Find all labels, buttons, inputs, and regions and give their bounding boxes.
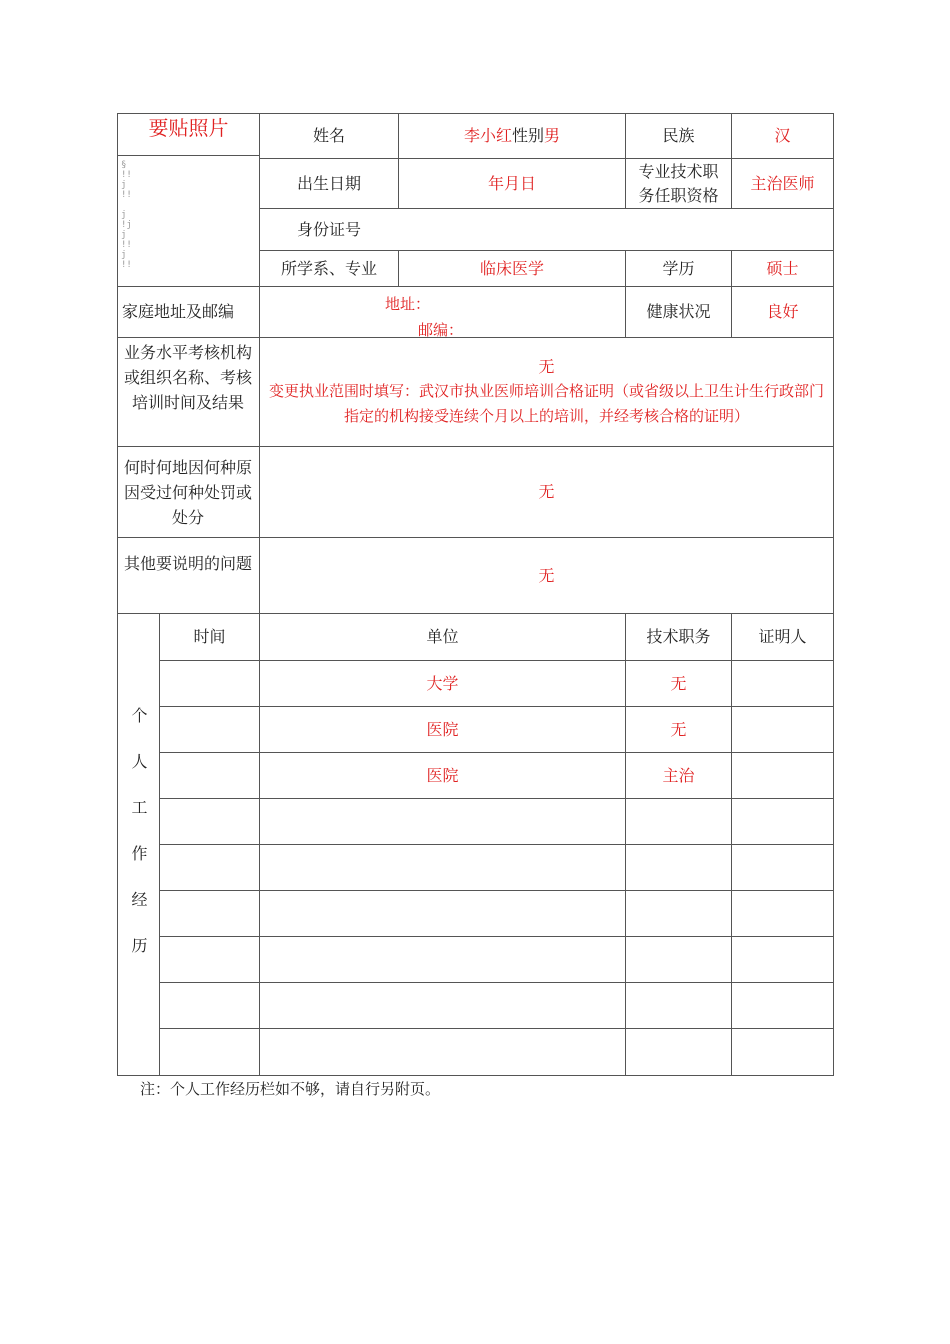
work-cell-unit[interactable] bbox=[260, 799, 625, 844]
work-cell-time[interactable] bbox=[160, 845, 259, 890]
major-value[interactable]: 临床医学 bbox=[479, 258, 544, 278]
work-cell-unit[interactable]: 医院 bbox=[426, 719, 459, 739]
work-cell-witness[interactable] bbox=[732, 799, 833, 844]
address-line: 地址： bbox=[385, 295, 431, 313]
work-cell-time[interactable] bbox=[160, 753, 259, 798]
ethnicity-value[interactable]: 汉 bbox=[774, 126, 791, 145]
postcode-line: 邮编： bbox=[418, 321, 464, 337]
name-label: 姓名 bbox=[312, 126, 345, 145]
work-header-witness: 证明人 bbox=[758, 627, 807, 646]
birth-date-label: 出生日期 bbox=[296, 173, 361, 193]
work-cell-witness[interactable] bbox=[732, 753, 833, 798]
title-qual-label: 专业技术职务任职资格 bbox=[638, 161, 719, 205]
health-label: 健康状况 bbox=[646, 302, 711, 321]
work-cell-witness[interactable] bbox=[732, 937, 833, 982]
education-value[interactable]: 硕士 bbox=[766, 258, 799, 278]
ethnicity-label: 民族 bbox=[662, 126, 695, 145]
work-cell-witness[interactable] bbox=[732, 845, 833, 890]
work-cell-position[interactable] bbox=[626, 983, 731, 1028]
punishment-value[interactable]: 无 bbox=[538, 482, 555, 501]
work-history-label: 个人工作经历 bbox=[129, 706, 148, 983]
work-cell-position[interactable]: 无 bbox=[670, 719, 687, 739]
photo-label: 要贴照片 bbox=[148, 116, 229, 140]
assessment-main: 无 bbox=[538, 357, 555, 376]
rule bbox=[117, 155, 259, 156]
assessment-value[interactable] bbox=[262, 355, 831, 429]
work-cell-position[interactable] bbox=[626, 1029, 731, 1075]
other-label: 其他要说明的问题 bbox=[124, 554, 253, 573]
health-value[interactable]: 良好 bbox=[766, 302, 799, 321]
work-cell-witness[interactable] bbox=[732, 707, 833, 752]
work-header-time: 时间 bbox=[193, 627, 226, 646]
work-cell-time[interactable] bbox=[160, 707, 259, 752]
work-cell-position[interactable] bbox=[626, 845, 731, 890]
work-cell-witness[interactable] bbox=[732, 661, 833, 706]
birth-date-value[interactable]: 年月日 bbox=[487, 173, 536, 193]
work-cell-witness[interactable] bbox=[732, 983, 833, 1028]
work-cell-time[interactable] bbox=[160, 799, 259, 844]
work-header-unit: 单位 bbox=[426, 627, 459, 646]
work-cell-time[interactable] bbox=[160, 937, 259, 982]
work-cell-unit[interactable] bbox=[260, 937, 625, 982]
title-qual-value[interactable]: 主治医师 bbox=[750, 173, 815, 193]
other-value[interactable]: 无 bbox=[538, 565, 555, 585]
work-cell-unit[interactable] bbox=[260, 845, 625, 890]
work-cell-unit[interactable] bbox=[260, 1029, 625, 1075]
id-number-value[interactable] bbox=[399, 209, 833, 250]
work-history-label-cell bbox=[118, 614, 159, 1075]
name-value: 李小红 bbox=[463, 126, 512, 145]
work-cell-witness[interactable] bbox=[732, 891, 833, 936]
work-cell-position[interactable] bbox=[626, 937, 731, 982]
work-cell-unit[interactable] bbox=[260, 891, 625, 936]
major-label: 所学系、专业 bbox=[280, 258, 377, 278]
work-cell-unit[interactable]: 大学 bbox=[426, 673, 459, 693]
work-cell-unit[interactable]: 医院 bbox=[426, 765, 459, 785]
gender-value: 男 bbox=[544, 126, 561, 145]
work-header-position: 技术职务 bbox=[646, 627, 711, 646]
work-cell-position[interactable] bbox=[626, 891, 731, 936]
work-cell-witness[interactable] bbox=[732, 1029, 833, 1075]
id-number-label: 身份证号 bbox=[296, 219, 361, 239]
address-value[interactable] bbox=[260, 287, 625, 337]
address-label: 家庭地址及邮编 bbox=[122, 302, 235, 321]
rule bbox=[833, 113, 834, 1076]
assessment-note: 变更执业范围时填写：武汉市执业医师培训合格证明（或省级以上卫生计生行政部门指定的机构接受连续个月以上的培训，并经考核合格的证明） bbox=[268, 382, 824, 425]
rule bbox=[117, 1075, 834, 1076]
work-cell-time[interactable] bbox=[160, 661, 259, 706]
gender-label: 性别 bbox=[511, 126, 544, 145]
footnote: 注：个人工作经历栏如不够，请自行另附页。 bbox=[140, 1080, 441, 1098]
name-gender-value[interactable] bbox=[399, 114, 625, 158]
assessment-label: 业务水平考核机构或组织名称、考核培训时间及结果 bbox=[124, 343, 252, 412]
work-cell-unit[interactable] bbox=[260, 983, 625, 1028]
photo-placeholder-noise: § !! j !! j !j j !! j !! bbox=[121, 160, 132, 270]
rule bbox=[117, 337, 834, 338]
work-cell-time[interactable] bbox=[160, 891, 259, 936]
education-label: 学历 bbox=[662, 258, 695, 278]
work-cell-time[interactable] bbox=[160, 983, 259, 1028]
punishment-label: 何时何地因何种原因受过何种处罚或处分 bbox=[124, 458, 253, 527]
work-cell-position[interactable]: 无 bbox=[670, 673, 687, 693]
work-cell-position[interactable]: 主治 bbox=[662, 765, 695, 785]
work-cell-time[interactable] bbox=[160, 1029, 259, 1075]
work-cell-position[interactable] bbox=[626, 799, 731, 844]
